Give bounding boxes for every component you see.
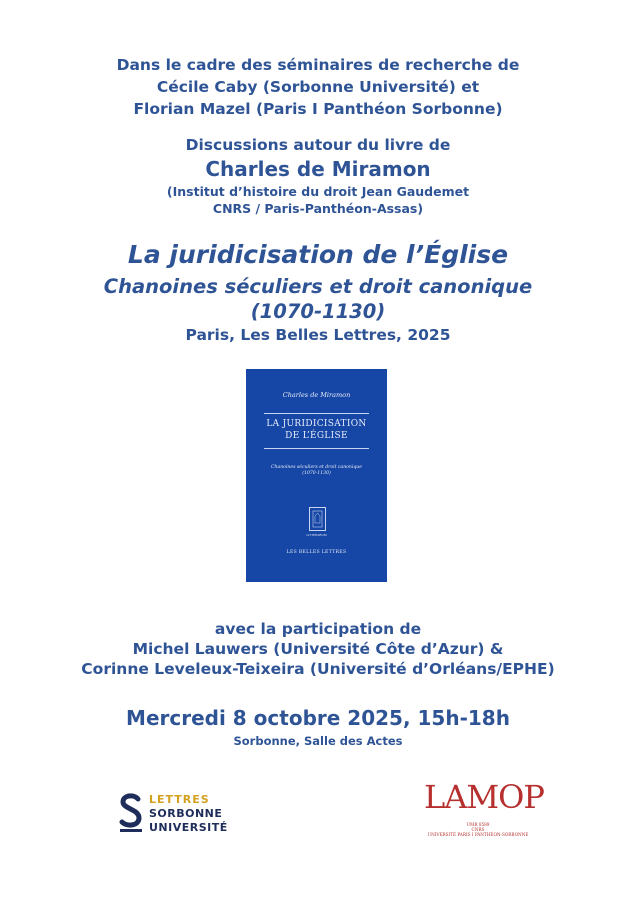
author-name: Charles de Miramon [205, 157, 431, 181]
participation-line-1: avec la participation de [214, 620, 422, 638]
lamop-logo [424, 778, 544, 844]
intro-line-3: Florian Mazel (Paris I Panthéon Sorbonne) [133, 100, 503, 118]
institution-line-2: CNRS / Paris-Panthéon-Assas) [212, 201, 424, 216]
lamop-university: UNIVERSITÉ PARIS I PANTHÉON-SORBONNE [427, 832, 529, 837]
cover-subtitle [246, 465, 387, 477]
cover-emblem-icon [309, 507, 326, 531]
event-date: Mercredi 8 octobre 2025, 15h-18h [126, 706, 510, 730]
participation-block [0, 619, 636, 679]
cover-title-line-2: DE L’ÉGLISE [285, 431, 348, 441]
cover-title-line-1: LA JURIDICISATION [266, 419, 367, 429]
book-cover-image [246, 369, 387, 582]
book-subtitle-line-2: (1070-1130) [250, 300, 386, 323]
cover-title [246, 418, 387, 442]
book-publication: Paris, Les Belles Lettres, 2025 [185, 326, 451, 344]
book-subtitle-line-1: Chanoines séculiers et droit canonique [103, 275, 533, 298]
book-subtitle [0, 274, 636, 324]
sorbonne-name: SORBONNE [149, 807, 223, 820]
cover-series: LITTERARUM [306, 533, 327, 537]
lamop-wordmark: LAMOP [424, 778, 544, 816]
intro-block [0, 54, 636, 120]
institution-line-1: (Institut d’histoire du droit Jean Gaudemet [166, 184, 470, 199]
sorbonne-universite: UNIVERSITÉ [149, 821, 228, 834]
author-institution [0, 183, 636, 217]
discussion-label: Discussions autour du livre de [185, 136, 451, 154]
sorbonne-logo [117, 789, 237, 837]
lamop-cnrs: CNRS [471, 827, 485, 832]
participation-line-3: Corinne Leveleux-Teixeira (Université d’Orléans/EPHE) [81, 660, 555, 678]
sorbonne-s-icon [117, 791, 145, 835]
cover-author: Charles de Miramon [282, 391, 351, 399]
cover-publisher: LES BELLES LETTRES [286, 550, 347, 555]
participation-line-2: Michel Lauwers (Université Côte d’Azur) & [132, 640, 504, 658]
cover-subtitle-line-2: (1070-1130) [302, 471, 331, 476]
cover-rule-bottom [264, 448, 369, 449]
cover-subtitle-line-1: Chanoines séculiers et droit canonique [271, 465, 362, 470]
intro-line-1: Dans le cadre des séminaires de recherche de [116, 56, 520, 74]
sorbonne-lettres: LETTRES [149, 793, 210, 806]
cover-rule-top [264, 413, 369, 414]
book-title: La juridicisation de l’Église [127, 240, 509, 269]
intro-line-2: Cécile Caby (Sorbonne Université) et [156, 78, 480, 96]
event-place: Sorbonne, Salle des Actes [233, 734, 403, 748]
lamop-umr: UMR 8589 [466, 822, 490, 827]
